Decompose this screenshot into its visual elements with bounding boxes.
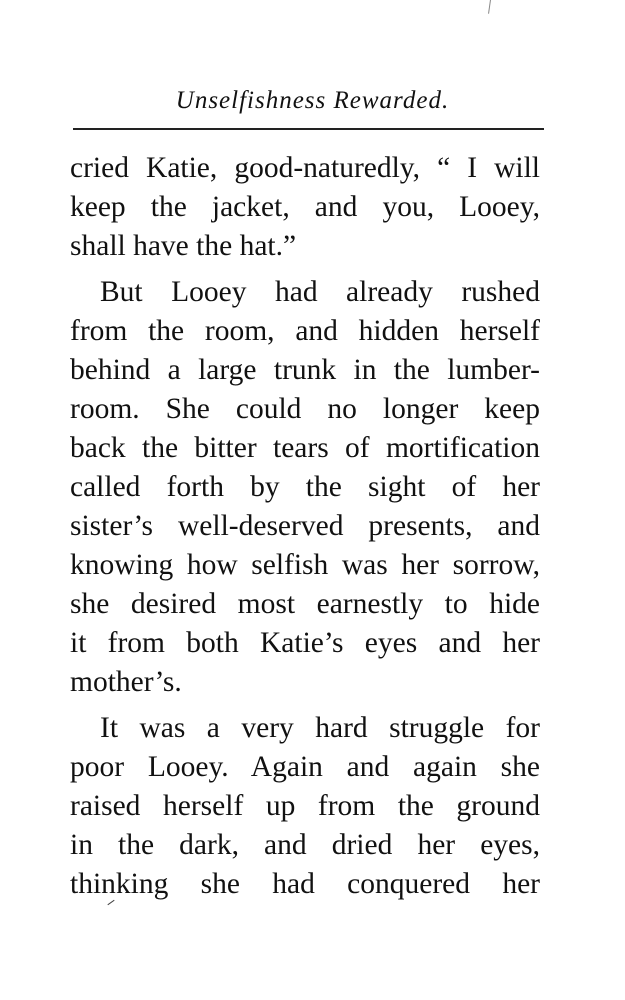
header-rule — [73, 128, 544, 130]
text-line: thinking she had conquered her — [70, 868, 540, 900]
text-line: she desired most earnestly to hide — [70, 588, 540, 620]
text-line: from the room, and hidden herself — [70, 315, 540, 347]
margin-mark — [488, 0, 495, 14]
running-head: Unselfishness Rewarded. — [175, 87, 450, 114]
text-line: It was a very hard struggle for — [100, 712, 540, 744]
text-line: cried Katie, good-naturedly, “ I will — [70, 152, 540, 184]
text-line: behind a large trunk in the lumber- — [70, 354, 540, 386]
text-line: shall have the hat.” — [70, 230, 297, 262]
text-line: knowing how selfish was her sorrow, — [70, 549, 540, 581]
text-line: poor Looey. Again and again she — [70, 751, 540, 783]
text-line: room. She could no longer keep — [70, 393, 540, 425]
text-line: sister’s well-deserved presents, and — [70, 510, 540, 542]
body-text — [70, 149, 540, 904]
text-line: it from both Katie’s eyes and her — [70, 627, 540, 659]
text-line: keep the jacket, and you, Looey, — [70, 191, 540, 223]
text-line: in the dark, and dried her eyes, — [70, 829, 540, 861]
text-line: raised herself up from the ground — [70, 790, 540, 822]
text-line: But Looey had already rushed — [100, 276, 540, 308]
text-line: mother’s. — [70, 666, 182, 698]
text-line: called forth by the sight of her — [70, 471, 540, 503]
text-line: back the bitter tears of mortification — [70, 432, 540, 464]
